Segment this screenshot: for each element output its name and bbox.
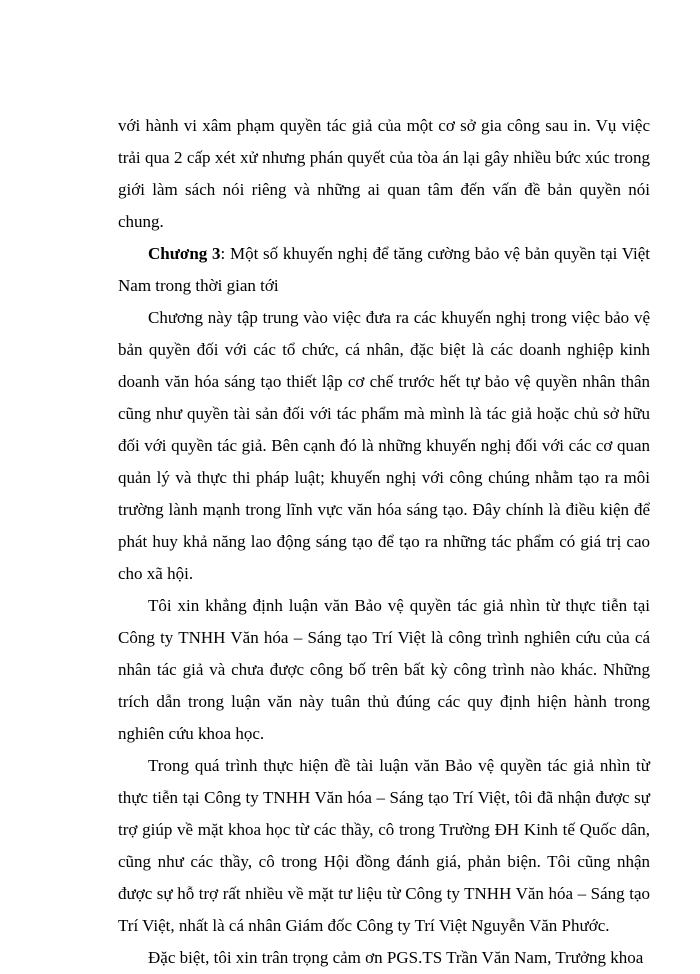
document-page	[118, 110, 650, 974]
paragraph-chapter-summary: Chương này tập trung vào việc đưa ra các khuyến nghị trong việc bảo vệ bản quyền đối với các tổ chức, cá nhân, đặc biệt là các doanh nghiệp kinh doanh văn hóa sáng tạo thiết lập cơ chế trước hết tự bảo vệ quyền nhân thân cũng như quyền tài sản đối với tác phẩm mà mình là tác giả hoặc chủ sở hữu đối với quyền tác giả. Bên cạnh đó là những khuyến nghị đối với các cơ quan quản lý và thực thi pháp luật; khuyến nghị với công chúng nhằm tạo ra môi trường lành mạnh trong lĩnh vực văn hóa sáng tạo. Đây chính là điều kiện để phát huy khả năng lao động sáng tạo để tạo ra những tác phẩm có giá trị cao cho xã hội.	[118, 308, 650, 583]
chapter-3-title: : Một số khuyến nghị để tăng cường bảo vệ bản quyền tại Việt Nam trong thời gian tới	[118, 244, 650, 295]
chapter-3-label: Chương 3	[148, 244, 221, 263]
paragraph-chapter-3	[118, 238, 650, 302]
paragraph-continuation: với hành vi xâm phạm quyền tác giả của một cơ sở gia công sau in. Vụ việc trải qua 2 cấp xét xử nhưng phán quyết của tòa án lại gây nhiều bức xúc trong giới làm sách nói riêng và những ai quan tâm đến vấn đề bản quyền nói chung.	[118, 116, 650, 231]
paragraph-acknowledgement: Trong quá trình thực hiện đề tài luận văn Bảo vệ quyền tác giả nhìn từ thực tiễn tại Công ty TNHH Văn hóa – Sáng tạo Trí Việt, tôi đã nhận được sự trợ giúp về mặt khoa học từ các thầy, cô trong Trường ĐH Kinh tế Quốc dân, cũng như các thầy, cô trong Hội đồng đánh giá, phản biện. Tôi cũng nhận được sự hỗ trợ rất nhiều về mặt tư liệu từ Công ty TNHH Văn hóa – Sáng tạo Trí Việt, nhất là cá nhân Giám đốc Công ty Trí Việt Nguyễn Văn Phước.	[118, 756, 650, 935]
paragraph-declaration: Tôi xin khẳng định luận văn Bảo vệ quyền tác giả nhìn từ thực tiễn tại Công ty TNHH Văn hóa – Sáng tạo Trí Việt là công trình nghiên cứu của cá nhân tác giả và chưa được công bố trên bất kỳ công trình nào khác. Những trích dẫn trong luận văn này tuân thủ đúng các quy định hiện hành trong nghiên cứu khoa học.	[118, 596, 650, 743]
paragraph-special-thanks: Đặc biệt, tôi xin trân trọng cảm ơn PGS.TS Trần Văn Nam, Trưởng khoa	[148, 948, 644, 967]
